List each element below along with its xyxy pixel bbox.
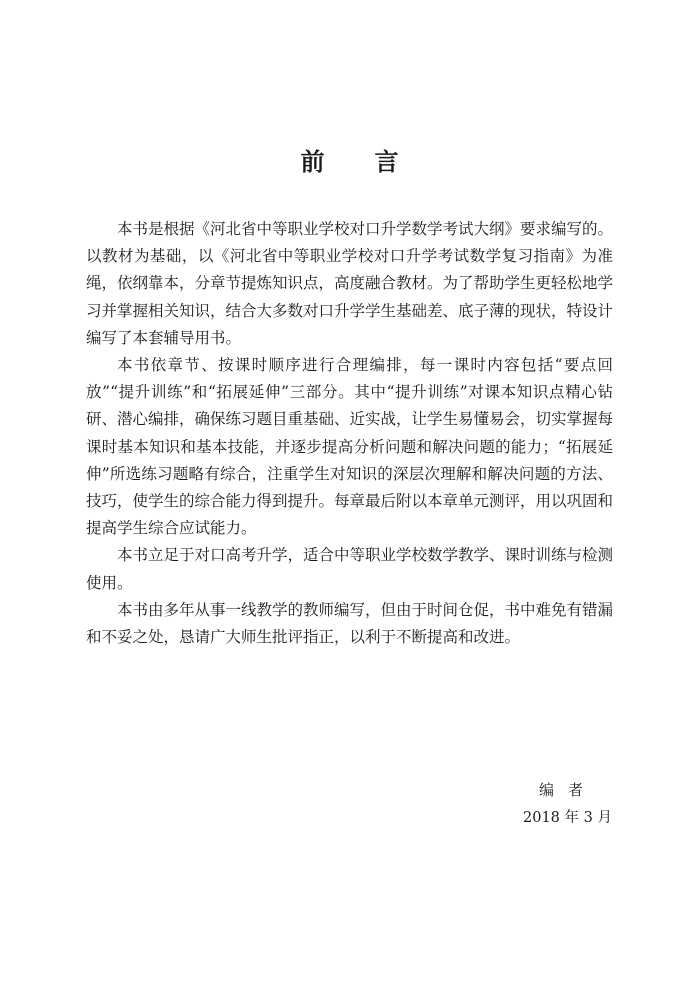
preface-body (86, 216, 613, 651)
editor-label: 编者 (539, 781, 598, 799)
paragraph-2: 本书依章节、按课时顺序进行合理编排，每一课时内容包括“要点回放”“提升训练”和“拓展延伸”三部分。其中“提升训练”对课本知识点精心钻研、潜心编排，确保练习题目重基础、近实战，让学生易懂易会，切实掌握每课时基本知识和基本技能，并逐步提高分析问题和解决问题的能力；“拓展延伸”所选练习题略有综合，注重学生对知识的深层次理解和解决问题的方法、技巧，使学生的综合能力得到提升。每章最后附以本章单元测评，用以巩固和提高学生综合应试能力。 (86, 356, 614, 538)
title-char-2: 言 (374, 147, 399, 176)
page-title (0, 146, 699, 178)
title-char-1: 前 (300, 147, 325, 176)
paragraph-4: 本书由多年从事一线教学的教师编写，但由于时间仓促，书中难免有错漏和不妥之处，恳请广大师生批评指正，以利于不断提高和改进。 (86, 600, 614, 647)
paragraph-1: 本书是根据《河北省中等职业学校对口升学数学考试大纲》要求编写的。以教材为基础，以《河北省中等职业学校对口升学考试数学复习指南》为准绳，依纲靠本，分章节提炼知识点，高度融合教材。为了帮助学生更轻松地学习并掌握相关知识，结合大多数对口升学学生基础差、底子薄的现状，特设计编写了本套辅导用书。 (86, 220, 614, 347)
date-label: 2018 年 3 月 (523, 810, 612, 826)
paragraph-3: 本书立足于对口高考升学，适合中等职业学校数学教学、课时训练与检测使用。 (86, 546, 614, 592)
